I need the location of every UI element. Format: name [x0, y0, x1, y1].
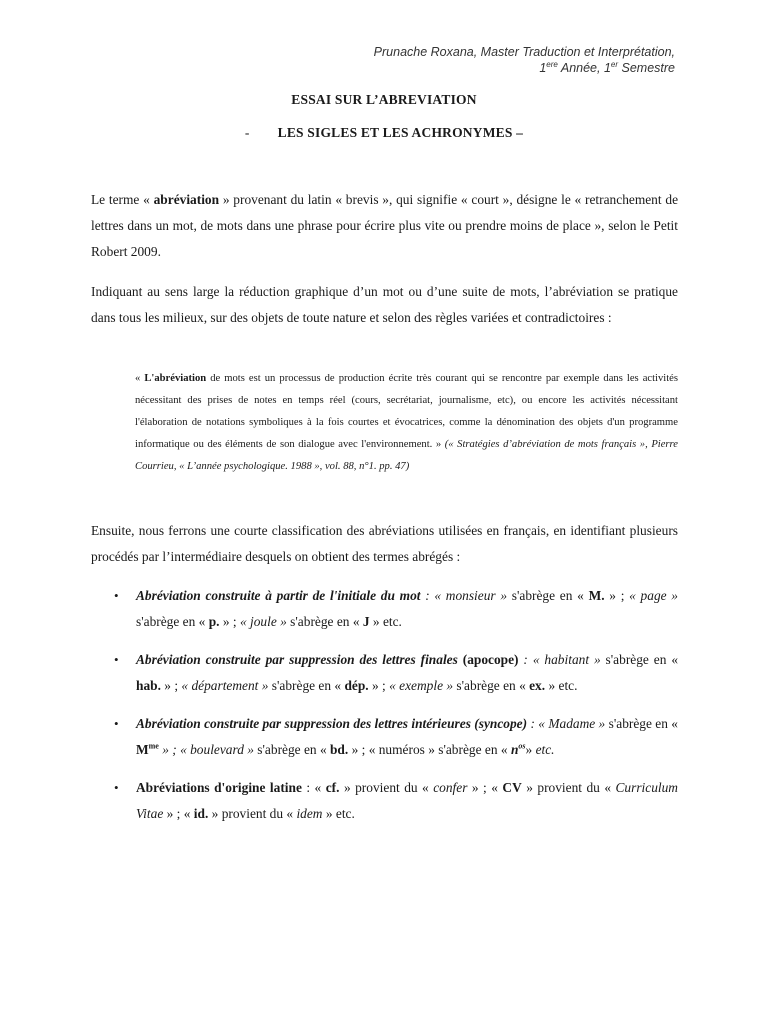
- author-line: Prunache Roxana, Master Traduction et Interprétation,: [373, 45, 675, 59]
- list-item: • Abréviation construite à partir de l'initiale du mot : « monsieur » s'abrège en « M. » ; « page » s'abrège en « p. » ; « joule » s'abrège en « J » etc.: [91, 583, 678, 635]
- paragraph-usage: Indiquant au sens large la réduction graphique d’un mot ou d’une suite de mots, l’abréviation se pratique dans tous les milieux, sur des objets de toute nature et selon des règles variées et contradictoires :: [91, 284, 678, 325]
- bullet-icon: •: [114, 716, 119, 731]
- document-title: ESSAI SUR L’ABREVIATION: [291, 92, 477, 107]
- year-semester-line: 1ere Année, 1er Semestre: [539, 59, 675, 75]
- paragraph-classification: Ensuite, nous ferrons une courte classification des abréviations utilisées en français, en identifiant plusieurs procédés par l’intermédiaire desquels on obtient des termes abrégés :: [91, 523, 678, 564]
- list-item: • Abréviations d'origine latine : « cf. » provient du « confer » ; « CV » provient du « Curriculum Vitae » ; « id. » provient du « idem » etc.: [91, 775, 678, 827]
- bullet-icon: •: [114, 780, 119, 795]
- paragraph-definition: Le terme « abréviation » provenant du latin « brevis », qui signifie « court », désigne le « retranchement de lettres dans un mot, de mots dans une phrase pour écrire plus vite ou prendre moins de place », selon le Petit Robert 2009.: [91, 192, 679, 259]
- bullet-icon: •: [114, 588, 119, 603]
- bullet-icon: •: [114, 652, 119, 667]
- abbreviation-list: [91, 583, 678, 839]
- block-quote: « L'abréviation de mots est un processus de production écrite très courant qui se rencontre par exemple dans les activités nécessitant des prises de notes en temps réel (cours, secrétariat, journalisme, etc), ou encore les activités nécessitant l'élaboration de notations symboliques à la fois courtes et évocatrices, comme la dénomination des objets d'un programme informatique ou des éléments de son dialogue avec l'environnement. » (« Stratégies d’abréviation de mots français », Pierre Courrieu, « L’année psychologique. 1988 », vol. 88, n°1. pp. 47): [135, 373, 678, 472]
- author-header: [374, 44, 675, 76]
- quote-source: (« Stratégies d’abréviation de mots français », Pierre Courrieu, « L’année psychologique. 1988 », vol. 88, n°1. pp. 47): [135, 439, 678, 472]
- list-item: • Abréviation construite par suppression des lettres finales (apocope) : « habitant » s'abrège en « hab. » ; « département » s'abrège en « dép. » ; « exemple » s'abrège en « ex. » etc.: [91, 647, 678, 699]
- document-subtitle: - LES SIGLES ET LES ACHRONYMES –: [244, 125, 524, 140]
- list-item: • Abréviation construite par suppression des lettres intérieures (syncope) : « Madame » s'abrège en « $M^{me}$ » ; « boulevard » s'abrège en « bd. » ; « numéros » s'abrège en « $n^{os}$» etc.: [91, 711, 678, 763]
